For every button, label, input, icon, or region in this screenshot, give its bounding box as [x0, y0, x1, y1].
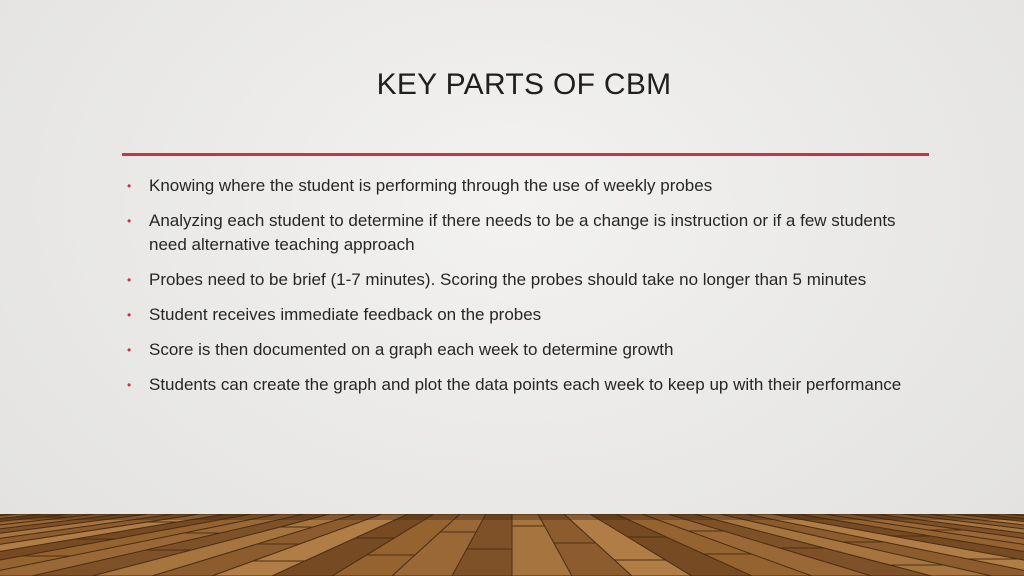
bullet-list — [127, 174, 902, 408]
bullet-text: Probes need to be brief (1-7 minutes). Scoring the probes should take no longer than 5 minutes — [149, 270, 867, 289]
bullet-item — [127, 268, 902, 292]
bullet-item — [127, 174, 902, 198]
bullet-dot-icon: • — [127, 214, 132, 228]
bullet-text: Knowing where the student is performing through the use of weekly probes — [149, 176, 713, 195]
bullet-text: Student receives immediate feedback on the probes — [149, 305, 542, 324]
bullet-text: Analyzing each student to determine if there needs to be a change is instruction or if a few students need alternative teaching approach — [149, 211, 896, 254]
slide-title: KEY PARTS OF CBM — [376, 68, 672, 101]
bullet-dot-icon: • — [127, 273, 132, 287]
bullet-item — [127, 303, 902, 327]
bullet-dot-icon: • — [127, 308, 132, 322]
bullet-item — [127, 209, 902, 257]
wood-floor-planks — [0, 514, 1024, 576]
title-divider — [122, 153, 929, 156]
bullet-text: Students can create the graph and plot the data points each week to keep up with their performance — [149, 375, 902, 394]
bullet-item — [127, 373, 902, 397]
bullet-dot-icon: • — [127, 378, 132, 392]
bullet-dot-icon: • — [127, 179, 132, 193]
wood-floor — [0, 514, 1024, 576]
bullet-item — [127, 338, 902, 362]
bullet-text: Score is then documented on a graph each week to determine growth — [149, 340, 674, 359]
bullet-dot-icon: • — [127, 343, 132, 357]
